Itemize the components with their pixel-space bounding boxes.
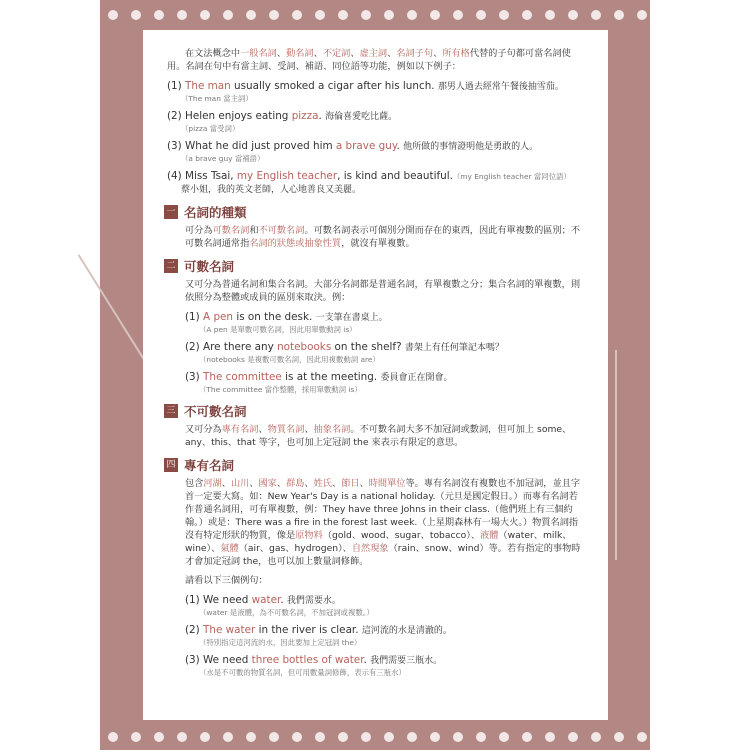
text-run: （air、gas、hydrogen）、 — [238, 543, 352, 554]
highlighted-term: 姓氏 — [313, 478, 332, 489]
example-line — [167, 79, 586, 94]
document-page — [143, 30, 608, 720]
section-number-badge: 三 — [164, 404, 178, 418]
text-run: （rain、snow、wind）等。若有指定的事物時才會加定冠詞 the，也可以加上數量詞修飾。 — [185, 543, 581, 567]
section-examples — [185, 310, 586, 395]
example-sentence — [185, 593, 586, 618]
highlighted-term: 河湖 — [203, 478, 222, 489]
intro-paragraph — [167, 47, 586, 73]
text-run: 請看以下三個例句： — [185, 575, 268, 586]
section-title: 專有名詞 — [184, 457, 235, 473]
text-run: (2) — [185, 624, 204, 636]
text-run: 、 — [221, 478, 231, 489]
decor-dot — [499, 10, 509, 20]
decor-dot — [614, 732, 624, 742]
highlighted-term: 不可數名詞 — [258, 225, 305, 236]
example-note: （water 是液體，為不可數名詞，不加冠詞或複數。） — [199, 608, 374, 617]
decor-dot — [614, 10, 624, 20]
decor-dot — [131, 732, 141, 742]
top-dot-row — [100, 2, 650, 32]
decor-dot — [384, 10, 394, 20]
example-sentence — [185, 310, 586, 335]
highlighted-term: pizza — [291, 110, 319, 122]
highlighted-term: 氣體 — [220, 543, 239, 554]
example-sentence — [185, 653, 586, 678]
decor-dot — [108, 732, 118, 742]
decor-dot — [476, 10, 486, 20]
example-line — [167, 139, 586, 154]
example-sentence — [167, 109, 586, 134]
text-run: 、 — [276, 48, 287, 59]
example-line — [185, 593, 586, 608]
example-sentence — [167, 79, 586, 104]
decor-dot — [384, 732, 394, 742]
text-run: 、 — [387, 48, 397, 59]
section-number-badge: 一 — [164, 205, 178, 219]
decor-dot — [522, 10, 532, 20]
text-run: (2) Are there any — [185, 341, 278, 353]
highlighted-term: 物質名詞 — [267, 424, 305, 435]
decor-dot — [476, 732, 486, 742]
highlighted-term: 山川 — [230, 478, 250, 489]
text-run: 、 — [433, 48, 443, 59]
highlighted-term: notebooks — [277, 341, 332, 353]
text-run: , is kind and beautiful. — [337, 170, 453, 182]
decor-dot — [338, 732, 348, 742]
chinese-translation: 那男人過去經常午餐後抽雪茄。 — [437, 82, 564, 92]
decor-dot — [223, 10, 233, 20]
section-title: 不可數名詞 — [184, 403, 247, 419]
example-note: （A pen 是單數可數名詞，因此用單數動詞 is） — [199, 325, 357, 334]
text-run: 等。專有名詞沒有複數也不加冠詞，並且字首一定要大寫。如：New Year's Day is a national holiday.（元旦是國定假日。）而專有名詞若作普通名詞用，可有單複數，例：They have three Johns in their class.（他們班上有三個約翰。）或是：There was a fire in the forest last week.（上星期森林有一場大火。）物質名詞指沒有特定形狀的物質，像是 — [185, 478, 581, 541]
sections — [167, 205, 586, 678]
decor-dot — [292, 732, 302, 742]
highlighted-term: three bottles of water — [251, 654, 364, 666]
highlighted-term: 可數名詞 — [212, 225, 250, 236]
decor-dot — [223, 732, 233, 742]
text-run: . — [363, 654, 371, 666]
decor-dot — [200, 732, 210, 742]
highlighted-term: 原物料 — [295, 530, 323, 541]
highlighted-term: 名詞子句 — [396, 48, 434, 59]
section-heading — [164, 259, 586, 273]
text-run: 、 — [304, 424, 314, 435]
text-run: 又可分為 — [185, 424, 222, 435]
highlighted-term: 動名詞 — [286, 48, 314, 59]
highlighted-term: The committee — [203, 371, 282, 383]
highlighted-term: 液體 — [480, 530, 499, 541]
decor-dot — [407, 732, 417, 742]
text-run: （gold、wood、sugar、tobacco）、 — [322, 530, 481, 541]
text-run: is at the meeting. — [281, 371, 381, 383]
highlighted-term: 群島 — [286, 478, 305, 489]
decor-dot — [177, 10, 187, 20]
text-run: (1) — [185, 311, 204, 323]
text-run: . — [318, 110, 326, 122]
text-run: (1) We need — [185, 594, 252, 606]
text-run: 、 — [276, 478, 287, 489]
decor-dot — [568, 10, 578, 20]
text-run: (4) Miss Tsai, — [167, 170, 237, 182]
highlighted-term: 時間單位 — [368, 478, 406, 489]
text-run: 、 — [313, 48, 323, 59]
decor-dot — [315, 10, 325, 20]
highlighted-term: 所有格 — [442, 48, 470, 59]
text-run: 、 — [350, 48, 360, 59]
decor-dot — [292, 10, 302, 20]
highlighted-term: 抽象名詞 — [313, 424, 351, 435]
section-paragraph — [185, 278, 586, 304]
text-run: . — [280, 594, 287, 606]
section-title: 名詞的種類 — [184, 204, 247, 220]
text-run: 、 — [304, 478, 314, 489]
decor-dot — [269, 732, 279, 742]
example-note: （水是不可數的物質名詞，但可用數量詞修飾，表示有三瓶水） — [199, 668, 406, 677]
decor-dot — [315, 732, 325, 742]
decor-dot — [430, 10, 440, 20]
highlighted-term: 名詞的狀態或抽象性質 — [249, 238, 342, 249]
chinese-translation: 我們需要水。 — [286, 596, 341, 606]
text-run: usually smoked a cigar after his lunch. — [230, 80, 438, 92]
example-sentence — [185, 340, 586, 365]
text-run: (1) — [167, 80, 186, 92]
text-run: （water、milk、wine）、 — [185, 530, 572, 554]
section-examples — [185, 593, 586, 678]
text-run: 、 — [249, 478, 259, 489]
decor-dot — [131, 10, 141, 20]
decor-dot — [338, 10, 348, 20]
example-line — [185, 623, 586, 638]
decor-line-right — [615, 350, 617, 560]
example-sentence — [185, 370, 586, 395]
text-run: in the river is clear. — [255, 624, 362, 636]
highlighted-term: The water — [203, 624, 256, 636]
text-run: 包含 — [185, 478, 204, 489]
section-heading — [164, 404, 586, 418]
decor-dot — [499, 732, 509, 742]
text-run: 可分為 — [185, 225, 213, 236]
text-run: (3) — [185, 371, 204, 383]
decor-dot — [591, 10, 601, 20]
decor-dot — [545, 732, 555, 742]
chinese-translation: 委員會正在開會。 — [380, 373, 453, 383]
highlighted-term: water — [251, 594, 281, 606]
example-note: （pizza 當受詞） — [181, 124, 240, 133]
example-sentence — [167, 169, 586, 196]
text-run: 代替的子句都可當名詞使用。名詞在句中有當主詞、受詞、補語、同位語等功能，例如以下例子： — [167, 48, 571, 72]
section-paragraph — [185, 423, 586, 449]
decor-dot — [453, 10, 463, 20]
example-line — [185, 340, 586, 355]
decor-dot — [545, 10, 555, 20]
decor-dot — [637, 10, 647, 20]
decor-dot — [361, 10, 371, 20]
example-sentence — [167, 139, 586, 164]
section-heading — [164, 458, 586, 472]
decor-dot — [246, 10, 256, 20]
decor-dot — [361, 732, 371, 742]
decor-dot — [108, 10, 118, 20]
decor-dot — [177, 732, 187, 742]
text-run: (3) We need — [185, 654, 252, 666]
highlighted-term: 國家 — [258, 478, 277, 489]
text-run: 、 — [332, 478, 342, 489]
example-note: （特別指定這河流的水，因此要加上定冠詞 the） — [199, 638, 362, 647]
highlighted-term: A pen — [203, 311, 234, 323]
chinese-translation: 他所做的事情證明他是勇敢的人。 — [403, 142, 539, 152]
section-paragraph — [185, 224, 586, 250]
section-number-badge: 四 — [164, 458, 178, 472]
example-line — [167, 169, 586, 184]
decor-dot — [522, 732, 532, 742]
highlighted-term: 一般名詞 — [240, 48, 277, 59]
example-note: （The committee 當作整體，採用單數動詞 is） — [199, 385, 362, 394]
decor-dot — [637, 732, 647, 742]
highlighted-term: 不定詞 — [322, 48, 351, 59]
decor-dot — [430, 732, 440, 742]
chinese-translation: 海倫喜愛吃比薩。 — [325, 112, 398, 122]
chinese-translation: 這河流的水是清澈的。 — [361, 626, 452, 636]
text-run: is on the desk. — [233, 311, 316, 323]
chinese-translation: 一支筆在書桌上。 — [315, 313, 388, 323]
text-run: 、 — [258, 424, 268, 435]
section-paragraph — [185, 477, 586, 568]
decor-dot — [200, 10, 210, 20]
decor-dot — [269, 10, 279, 20]
example-note: （The man 當主詞） — [181, 94, 253, 103]
text-run: . — [396, 140, 404, 152]
highlighted-term: 專有名詞 — [221, 424, 259, 435]
text-run: 。可數名詞表示可個別分開而存在的東西，因此有單複數的區別；不可數名詞通常指 — [185, 225, 581, 249]
section-number-badge: 二 — [164, 259, 178, 273]
highlighted-term: my English teacher — [236, 170, 338, 182]
decor-dot — [154, 732, 164, 742]
example-line — [185, 310, 586, 325]
highlighted-term: The man — [185, 80, 231, 92]
text-run: 。不可數名詞大多不加冠詞或數詞，但可加上 some、any、this、that 等字，也可加上定冠詞 the 來表示有限定的意思。 — [185, 424, 572, 448]
decor-dot — [246, 732, 256, 742]
section-heading — [164, 205, 586, 219]
text-run: 在文法概念中 — [185, 48, 241, 59]
example-line — [185, 370, 586, 385]
decor-dot — [591, 732, 601, 742]
chinese-translation: 書架上有任何筆記本嗎？ — [404, 343, 504, 353]
decor-dot — [407, 10, 417, 20]
example-translation: 蔡小姐，我的英文老師，人心地善良又美麗。 — [181, 185, 362, 195]
example-sentence — [185, 623, 586, 648]
example-line — [185, 653, 586, 668]
decor-dot — [154, 10, 164, 20]
highlighted-term: a brave guy — [335, 140, 397, 152]
example-line — [167, 109, 586, 124]
text-run: 又可分為普通名詞和集合名詞。大部分名詞都是普通名詞，有單複數之分；集合名詞的單複數，則依照分為整體或成員的區別來取決。例： — [185, 279, 581, 303]
chinese-translation: 我們需要三瓶水。 — [370, 656, 443, 666]
decor-dot — [453, 732, 463, 742]
text-run: ，就沒有單複數。 — [341, 238, 415, 249]
example-role-note: （my English teacher 當同位語） — [452, 172, 571, 181]
intro-examples — [167, 79, 586, 196]
text-run: (3) What he did just proved him — [167, 140, 336, 152]
decor-dot — [568, 732, 578, 742]
section-paragraph — [185, 574, 586, 587]
section-title: 可數名詞 — [184, 258, 235, 274]
text-run: 和 — [249, 225, 259, 236]
text-run: 、 — [359, 478, 369, 489]
example-note: （a brave guy 當補語） — [181, 154, 265, 163]
text-run: (2) Helen enjoys eating — [167, 110, 292, 122]
text-run: on the shelf? — [331, 341, 405, 353]
highlighted-term: 虛主詞 — [359, 48, 388, 59]
example-note: （notebooks 是複數可數名詞，因此用複數動詞 are） — [199, 355, 380, 364]
highlighted-term: 自然現象 — [351, 543, 389, 554]
highlighted-term: 節日 — [341, 478, 360, 489]
